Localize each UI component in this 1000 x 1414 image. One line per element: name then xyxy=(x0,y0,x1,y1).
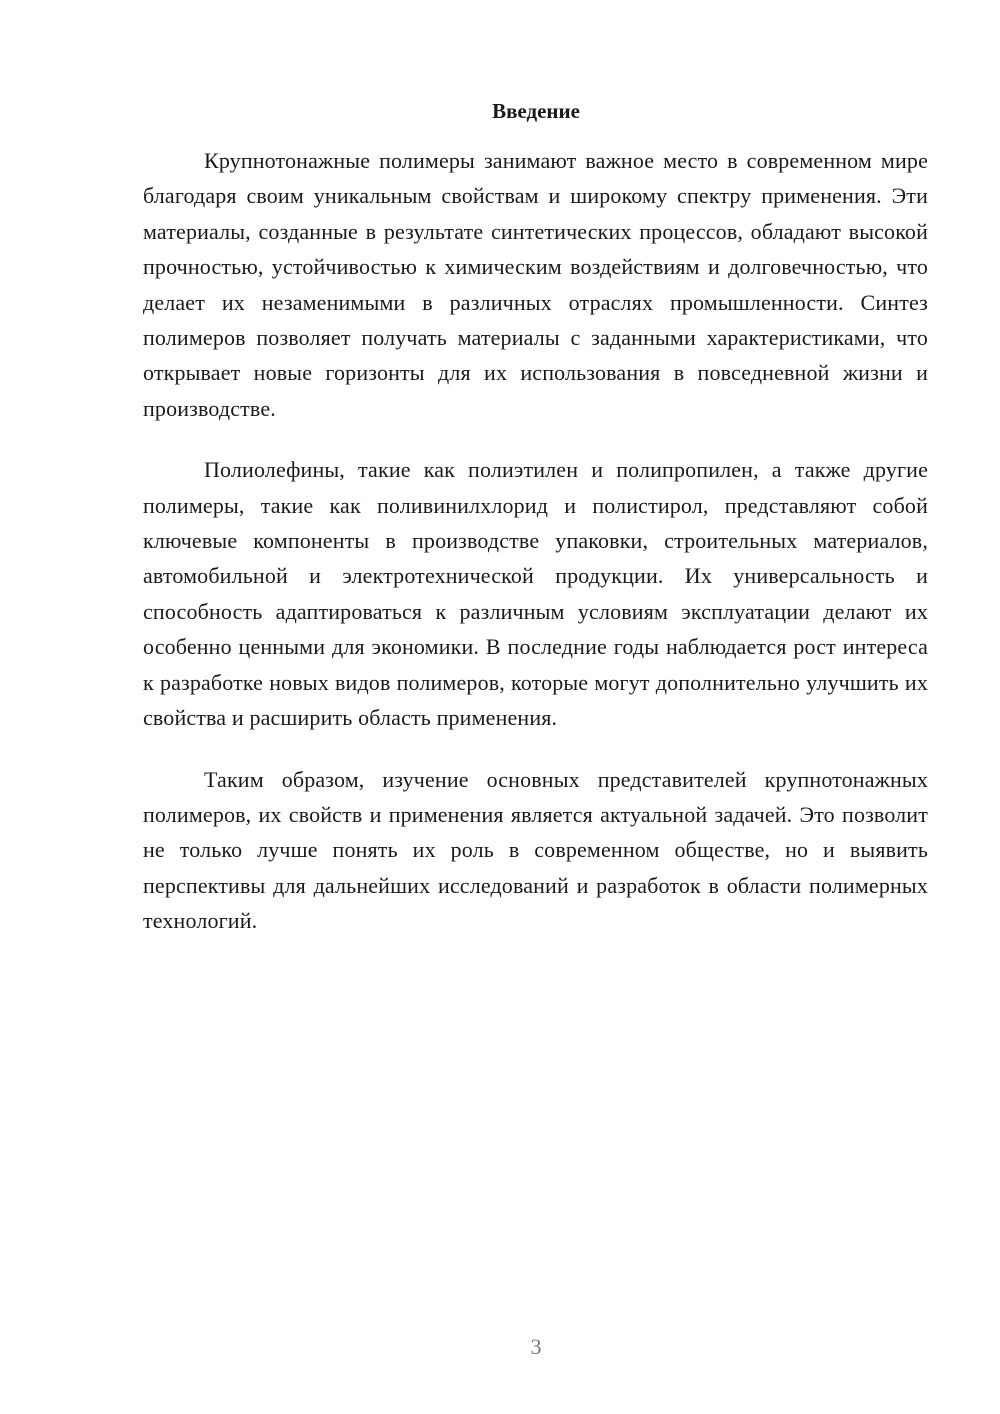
body-text xyxy=(143,143,928,965)
paragraph-3: Таким образом, изучение основных представителей крупнотонажных полимеров, их свойств и применения является актуальной задачей. Это позволит не только лучше понять их роль в современном обществе, но и выявить перспективы для дальнейших исследований и разработок в области полимерных технологий. xyxy=(143,766,928,934)
paragraph-1: Крупнотонажные полимеры занимают важное место в современном мире благодаря своим уникальным свойствам и широкому спектру применения. Эти материалы, созданные в результате синтетических процессов, обладают высокой прочностью, устойчивостью к химическим воздействиям и долговечностью, что делает их незаменимыми в различных отраслях промышленности. Синтез полимеров позволяет получать материалы с заданными характеристиками, что открывает новые горизонты для их использования в повседневной жизни и производстве. xyxy=(143,148,928,421)
section-heading: Введение xyxy=(492,99,580,123)
paragraph-2: Полиолефины, такие как полиэтилен и полипропилен, а также другие полимеры, такие как поливинилхлорид и полистирол, представляют собой ключевые компоненты в производстве упаковки, строительных материалов, автомобильной и электротехнической продукции. Их универсальность и способность адаптироваться к различным условиям эксплуатации делают их особенно ценными для экономики. В последние годы наблюдается рост интереса к разработке новых видов полимеров, которые могут дополнительно улучшить их свойства и расширить область применения. xyxy=(143,457,928,731)
page-number: 3 xyxy=(530,1334,542,1359)
